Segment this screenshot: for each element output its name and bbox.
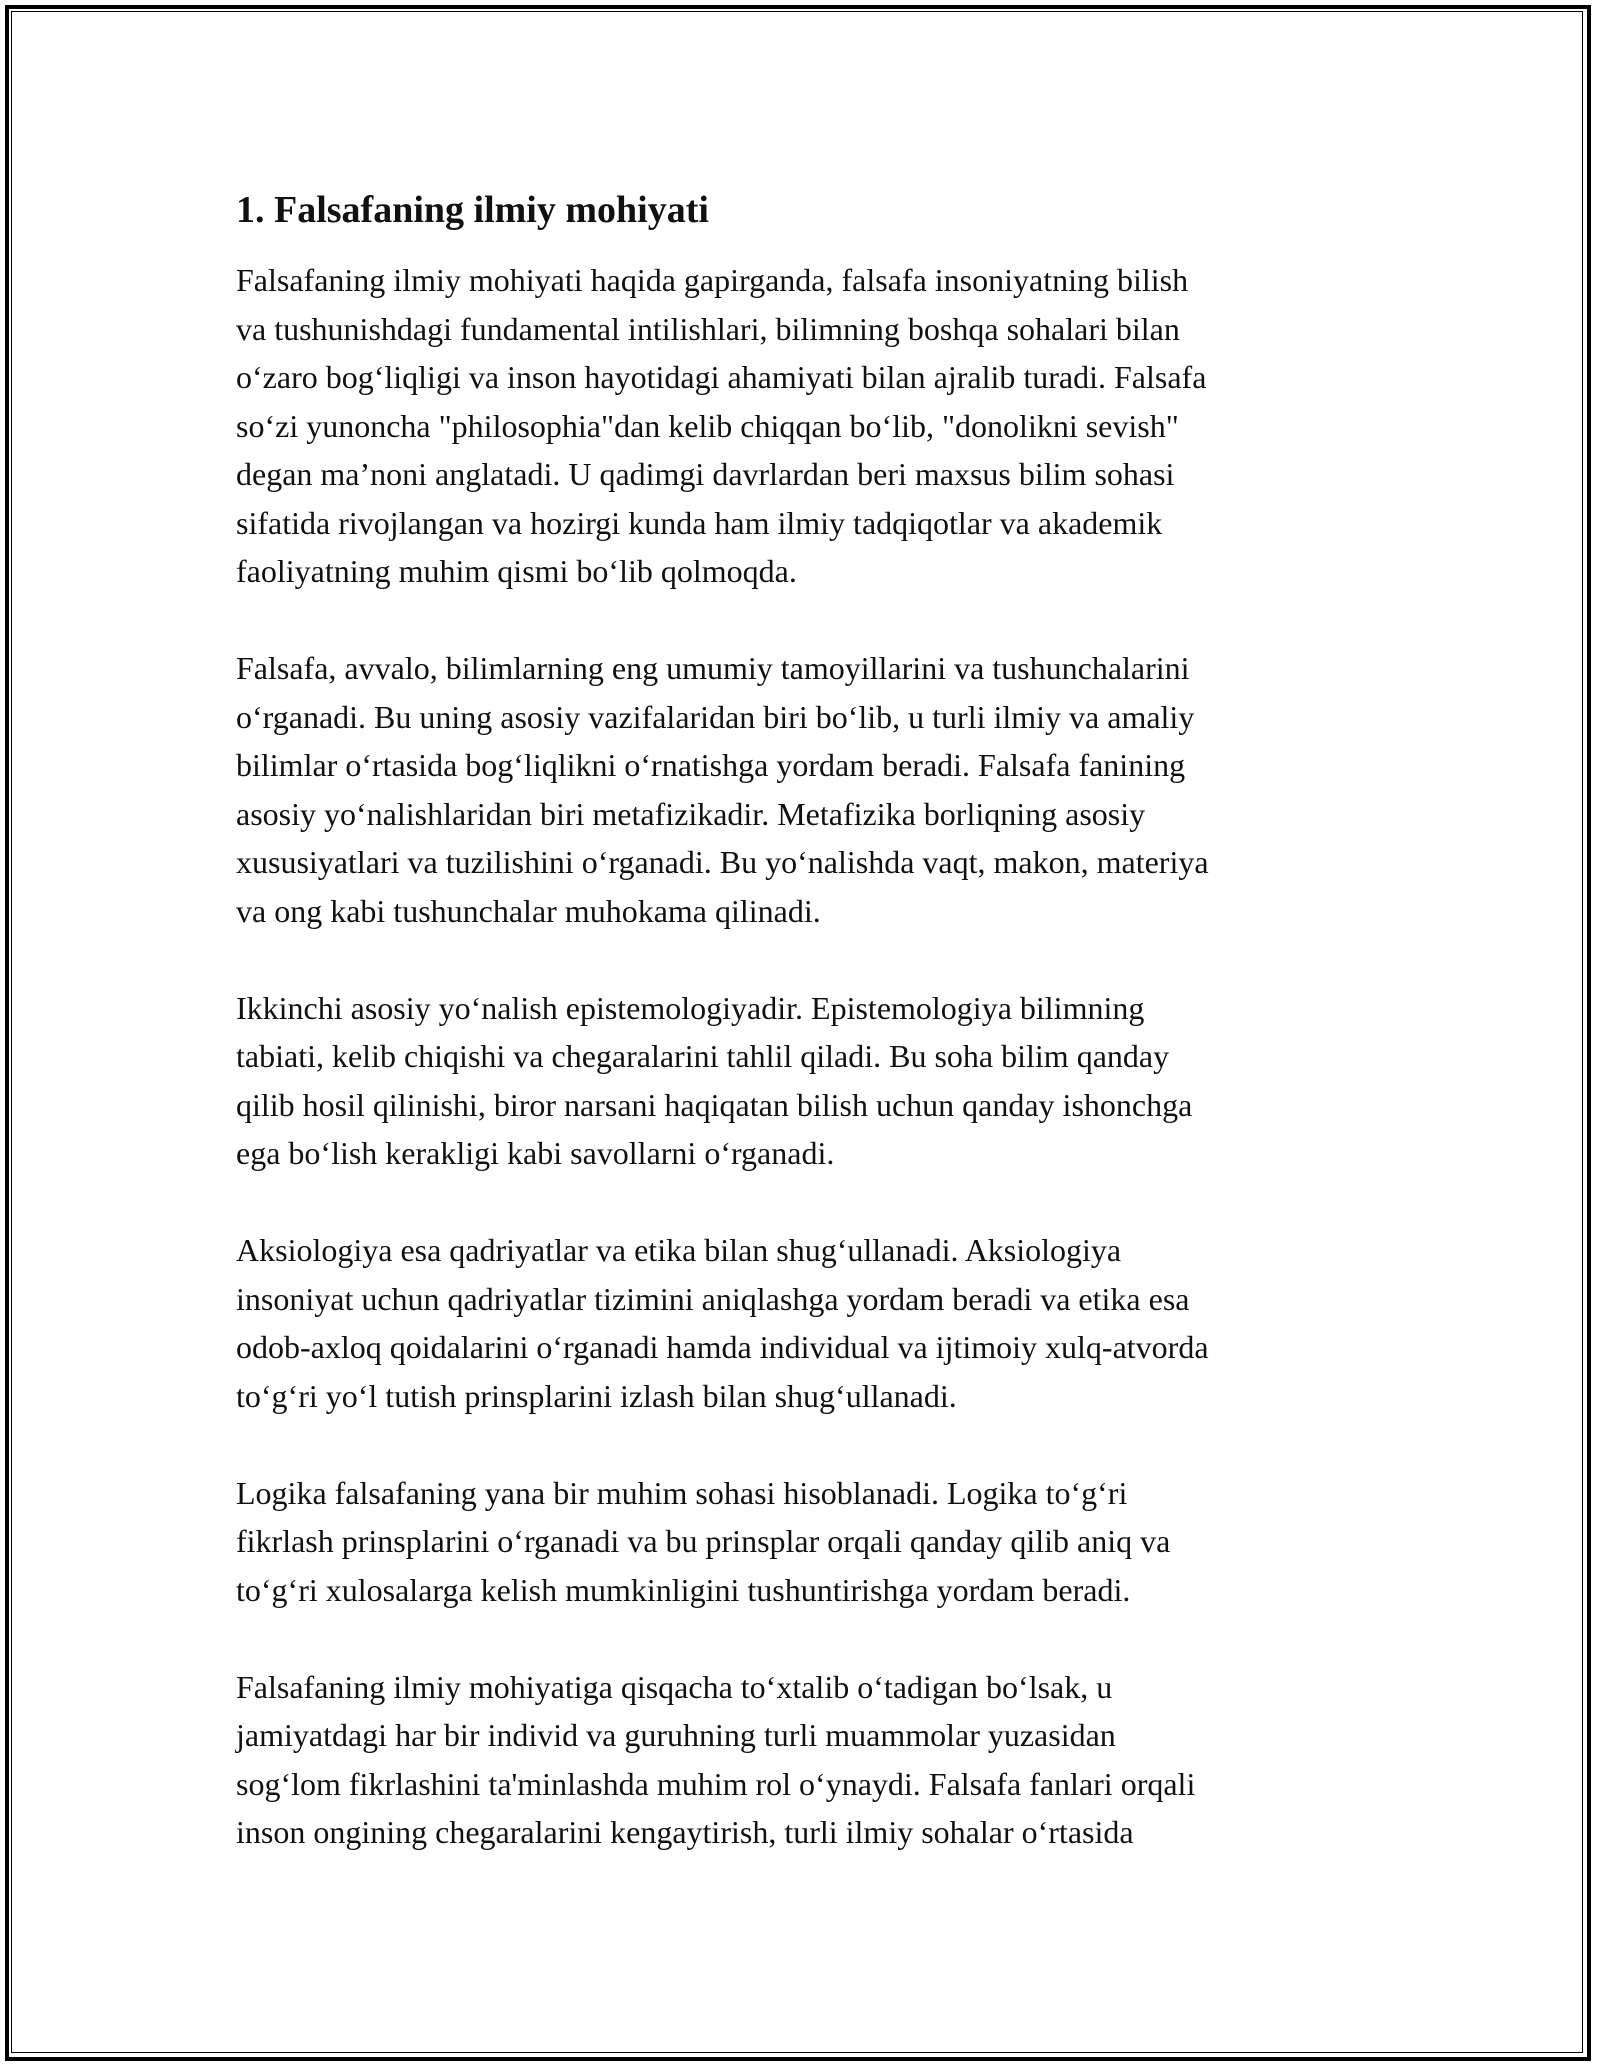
text-line: asosiy yo‘nalishlaridan biri metafizikadir. Metafizika borliqning asosiy <box>236 795 1146 832</box>
text-line: inson ongining chegaralarini kengaytirish, turli ilmiy sohalar o‘rtasida <box>236 1814 1134 1850</box>
text-line: to‘g‘ri yo‘l tutish prinsplarini izlash bilan shug‘ullanadi. <box>236 1377 957 1414</box>
text-line: to‘g‘ri xulosalarga kelish mumkinligini tushuntirishga yordam beradi. <box>236 1571 1131 1608</box>
text-line: fikrlash prinsplarini o‘rganadi va bu prinsplar orqali qanday qilib aniq va <box>236 1523 1171 1559</box>
text-line: Aksiologiya esa qadriyatlar va etika bilan shug‘ullanadi. Aksiologiya <box>236 1232 1122 1268</box>
text-line: odob-axloq qoidalarini o‘rganadi hamda individual va ijtimoiy xulq-atvorda <box>236 1329 1209 1365</box>
document-body <box>236 186 1366 1905</box>
text-line: Logika falsafaning yana bir muhim sohasi hisoblanadi. Logika to‘g‘ri <box>236 1474 1128 1511</box>
text-line: degan ma’noni anglatadi. U qadimgi davrlardan beri maxsus bilim sohasi <box>236 456 1175 492</box>
paragraph <box>236 644 1366 935</box>
text-line: tabiati, kelib chiqishi va chegaralarini tahlil qiladi. Bu soha bilim qanday <box>236 1038 1170 1074</box>
text-line: Falsafaning ilmiy mohiyatiga qisqacha to‘xtalib o‘tadigan bo‘lsak, u <box>236 1668 1113 1705</box>
text-line: xususiyatlari va tuzilishini o‘rganadi. Bu yo‘nalishda vaqt, makon, materiya <box>236 844 1209 880</box>
text-line: o‘rganadi. Bu uning asosiy vazifalaridan biri bo‘lib, u turli ilmiy va amaliy <box>236 698 1195 735</box>
text-line: va tushunishdagi fundamental intilishlari, bilimning boshqa sohalari bilan <box>236 310 1180 347</box>
section-heading: 1. Falsafaning ilmiy mohiyati <box>236 189 709 231</box>
paragraph <box>236 1469 1366 1615</box>
text-line: Ikkinchi asosiy yo‘nalish epistemologiyadir. Epistemologiya bilimning <box>236 989 1145 1026</box>
text-line: Falsafa, avvalo, bilimlarning eng umumiy tamoyillarini va tushunchalarini <box>236 650 1190 686</box>
text-line: va ong kabi tushunchalar muhokama qilinadi. <box>236 892 821 929</box>
text-line: ega bo‘lish kerakligi kabi savollarni o‘rganadi. <box>236 1135 835 1171</box>
paragraph <box>236 984 1366 1178</box>
text-line: bilimlar o‘rtasida bog‘liqlikni o‘rnatishga yordam beradi. Falsafa fanining <box>236 747 1186 783</box>
text-line: insoniyat uchun qadriyatlar tizimini aniqlashga yordam beradi va etika esa <box>236 1280 1190 1317</box>
paragraph <box>236 1663 1366 1857</box>
paragraph-list <box>236 256 1366 1857</box>
text-line: sog‘lom fikrlashini ta'minlashda muhim rol o‘ynaydi. Falsafa fanlari orqali <box>236 1765 1196 1802</box>
paragraph <box>236 1226 1366 1420</box>
text-line: so‘zi yunoncha "philosophia"dan kelib chiqqan bo‘lib, "donolikni sevish" <box>236 407 1179 444</box>
text-line: o‘zaro bog‘liqligi va inson hayotidagi ahamiyati bilan ajralib turadi. Falsafa <box>236 359 1207 395</box>
paragraph <box>236 256 1366 596</box>
text-line: Falsafaning ilmiy mohiyati haqida gapirganda, falsafa insoniyatning bilish <box>236 262 1189 298</box>
text-line: faoliyatning muhim qismi bo‘lib qolmoqda. <box>236 553 797 589</box>
text-line: qilib hosil qilinishi, biror narsani haqiqatan bilish uchun qanday ishonchga <box>236 1086 1193 1123</box>
text-line: jamiyatdagi har bir individ va guruhning turli muammolar yuzasidan <box>236 1717 1116 1753</box>
text-line: sifatida rivojlangan va hozirgi kunda ham ilmiy tadqiqotlar va akademik <box>236 504 1163 541</box>
